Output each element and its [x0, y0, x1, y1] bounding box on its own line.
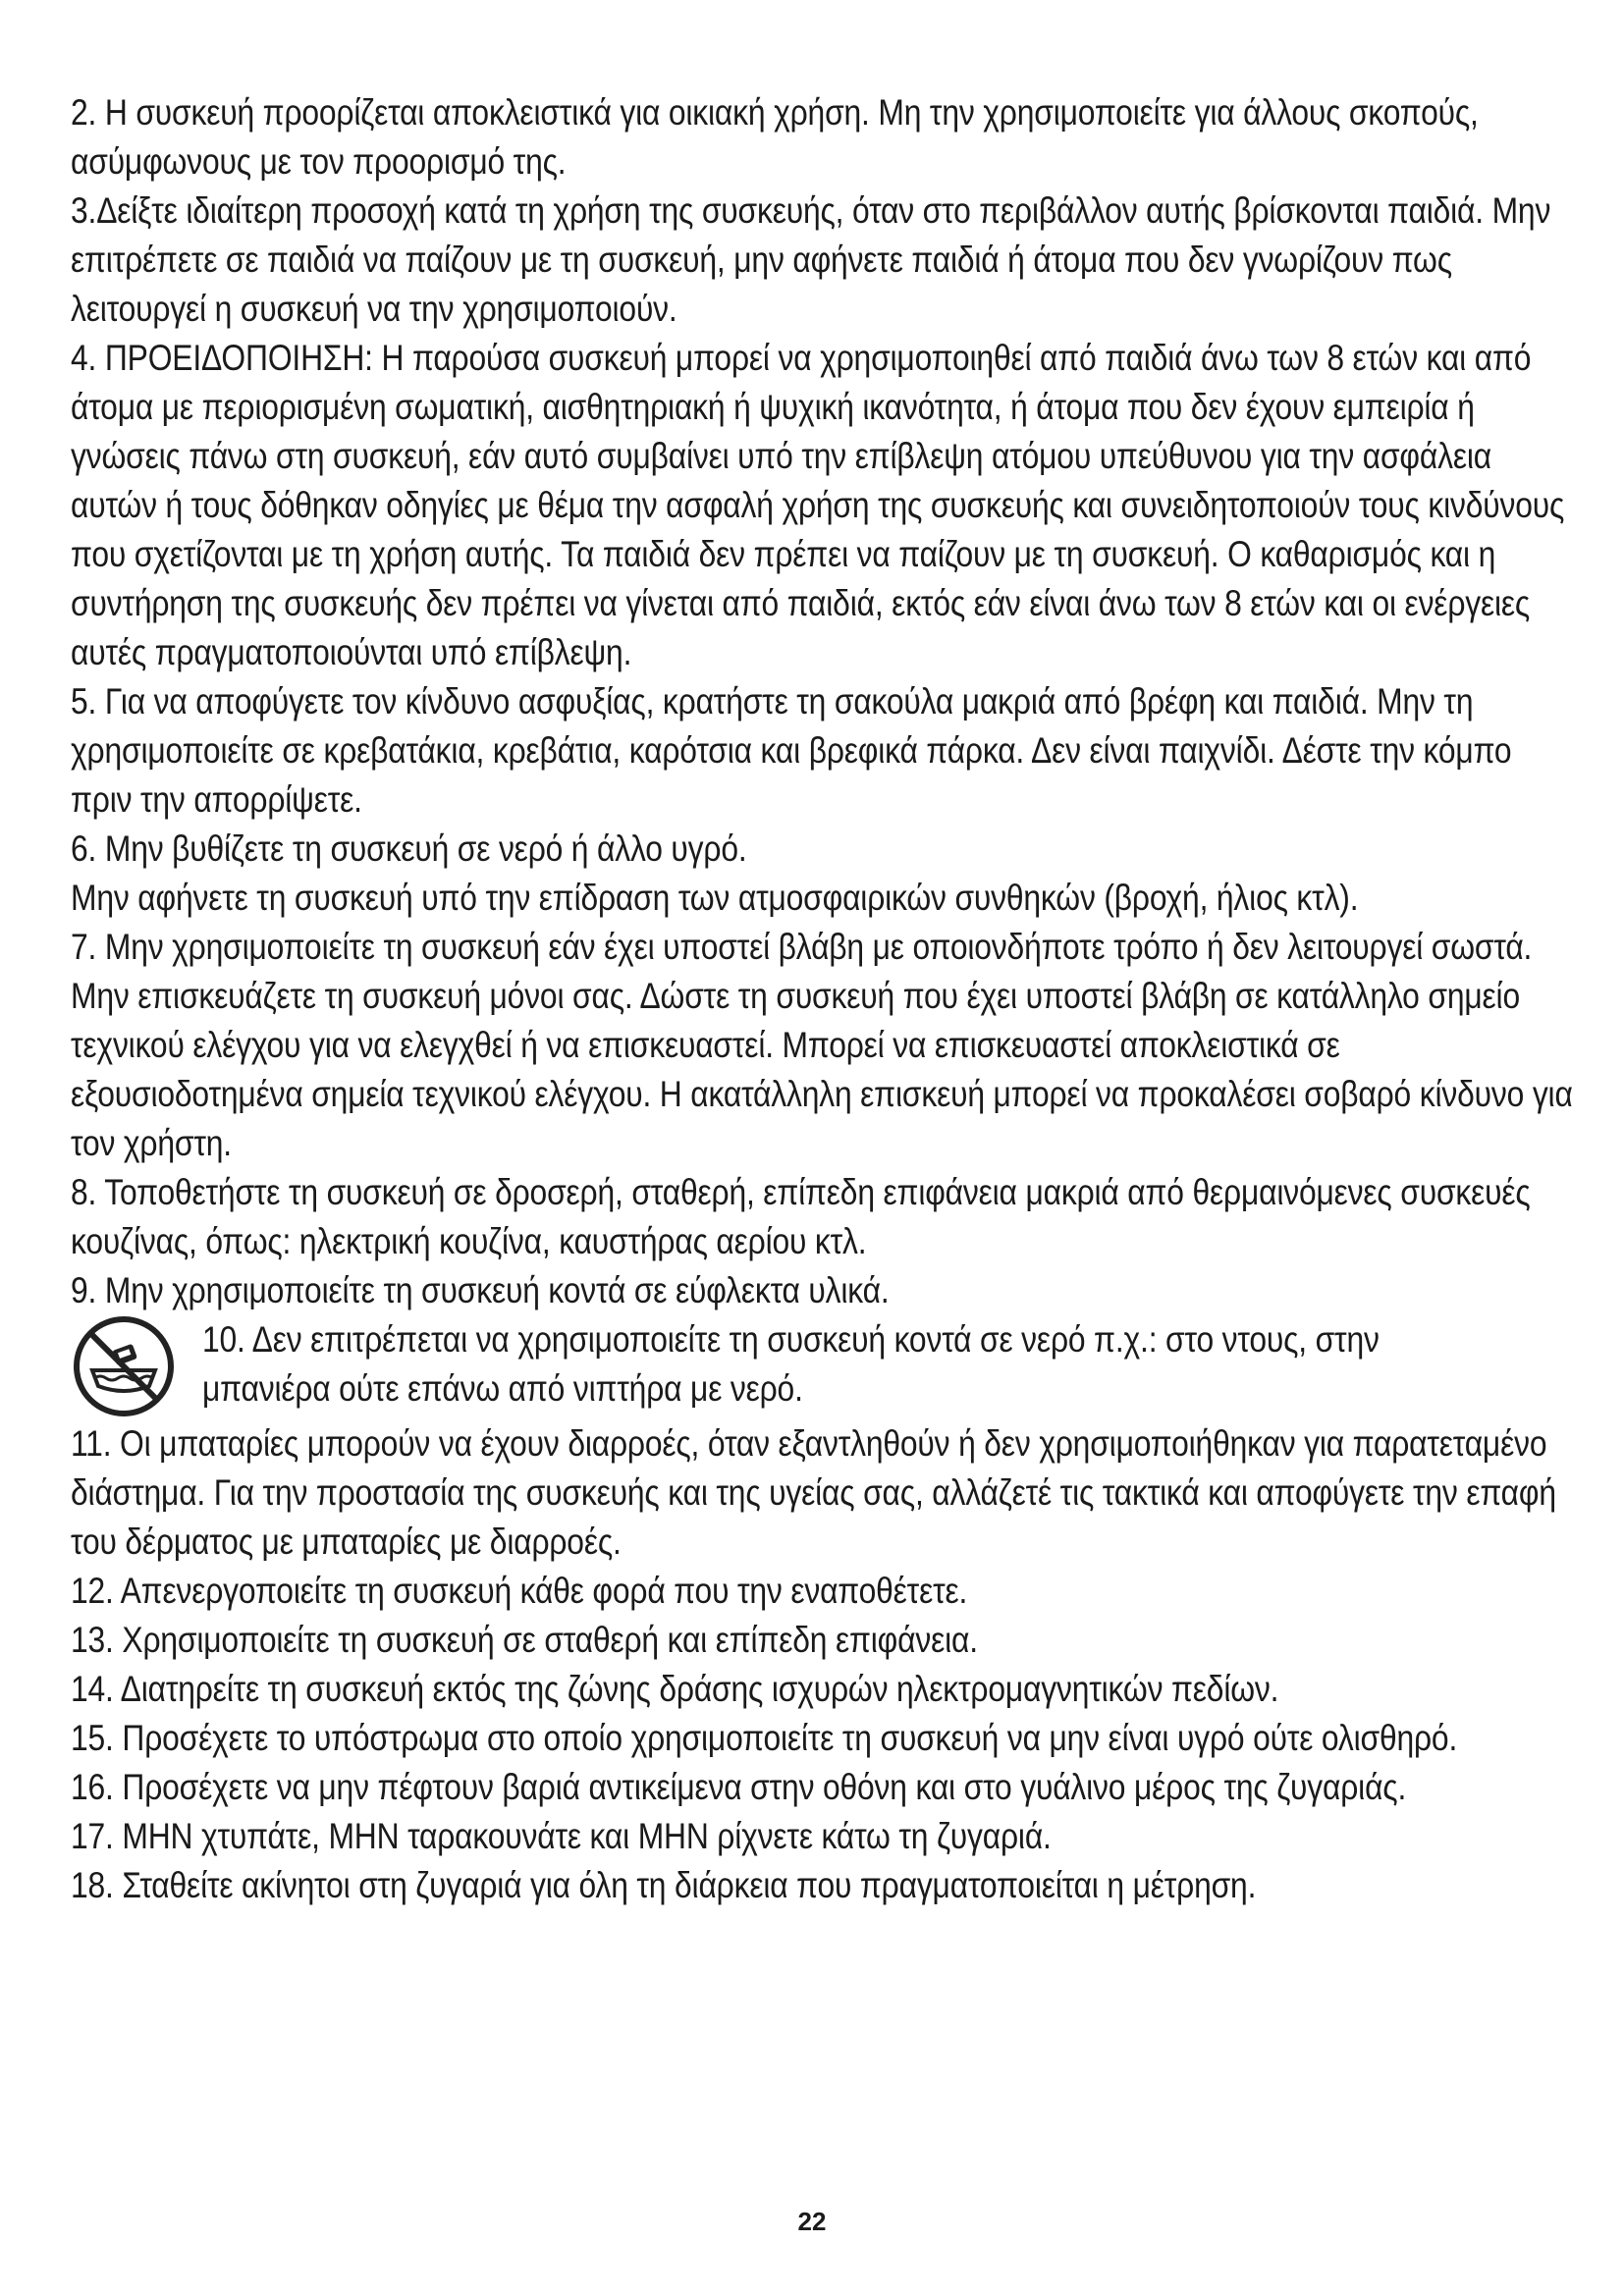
instruction-8: 8. Τοποθετήστε τη συσκευή σε δροσερή, σταθερή, επίπεδη επιφάνεια μακριά από θερμαινόμενες συσκευές κουζίνας, όπως: ηλεκτρική κουζίνα, καυστήρας αερίου κτλ. — [71, 1172, 1531, 1261]
page-number: 22 — [797, 2207, 827, 2236]
instruction-2: 2. Η συσκευή προορίζεται αποκλειστικά για οικιακή χρήση. Μη την χρησιμοποιείτε για άλλους σκοπούς, ασύμφωνους με τον προορισμό της. — [71, 92, 1479, 182]
instruction-10: 10. Δεν επιτρέπεται να χρησιμοποιείτε τη συσκευή κοντά σε νερό π.χ.: στο ντους, στην μπανιέρα ούτε επάνω από νιπτήρα με νερό. — [202, 1319, 1380, 1409]
instruction-10-row — [71, 1315, 1573, 1419]
instruction-15: 15. Προσέχετε το υπόστρωμα στο οποίο χρησιμοποιείτε τη συσκευή να μην είναι υγρό ούτε ολισθηρό. — [71, 1718, 1458, 1758]
instruction-16: 16. Προσέχετε να μην πέφτουν βαριά αντικείμενα στην οθόνη και στο γυάλινο μέρος της ζυγαριάς. — [71, 1767, 1407, 1807]
instruction-13: 13. Χρησιμοποιείτε τη συσκευή σε σταθερή και επίπεδη επιφάνεια. — [71, 1620, 978, 1660]
instruction-12: 12. Απενεργοποιείτε τη συσκευή κάθε φορά που την εναποθέτετε. — [71, 1571, 968, 1611]
instruction-6-weather: Μην αφήνετε τη συσκευή υπό την επίδραση των ατμοσφαιρικών συνθηκών (βροχή, ήλιος κτλ). — [71, 878, 1359, 918]
instruction-18: 18. Σταθείτε ακίνητοι στη ζυγαριά για όλη τη διάρκεια που πραγματοποιείται η μέτρηση. — [71, 1865, 1257, 1905]
instruction-4-warning: 4. ΠΡΟΕΙΔΟΠΟΙΗΣΗ: Η παρούσα συσκευή μπορεί να χρησιμοποιηθεί από παιδιά άνω των 8 ετών και από άτομα με περιορισμένη σωματική, αισθητηριακή ή ψυχική ικανότητα, ή άτομα που δεν έχουν εμπειρία ή γνώσεις πάνω στη συσκευή, εάν αυτό συμβαίνει υπό την επίβλεψη ατόμου υπεύθυνου για την ασφάλεια αυτών ή τους δόθηκαν οδηγίες με θέμα την ασφαλή χρήση της συσκευής και συνειδητοποιούν τους κινδύνους που σχετίζονται με τη χρήση αυτής. Τα παιδιά δεν πρέπει να παίζουν με τη συσκευή. Ο καθαρισμός και η συντήρηση της συσκευής δεν πρέπει να γίνεται από παιδιά, εκτός εάν είναι άνω των 8 ετών και οι ενέργειες αυτές πραγματοποιούνται υπό επίβλεψη. — [71, 338, 1565, 672]
instruction-5: 5. Για να αποφύγετε τον κίνδυνο ασφυξίας, κρατήστε τη σακούλα μακριά από βρέφη και παιδιά. Μην τη χρησιμοποιείτε σε κρεβατάκια, κρεβάτια, καρότσια και βρεφικά πάρκα. Δεν είναι παιχνίδι. Δέστε την κόμπο πριν την απορρίψετε. — [71, 681, 1512, 820]
instruction-7: 7. Μην χρησιμοποιείτε τη συσκευή εάν έχει υποστεί βλάβη με οποιονδήποτε τρόπο ή δεν λειτουργεί σωστά. Μην επισκευάζετε τη συσκευή μόνοι σας. Δώστε τη συσκευή που έχει υποστεί βλάβη σε κατάλληλο σημείο τεχνικού ελέγχου για να ελεγχθεί ή να επισκευαστεί. Μπορεί να επισκευαστεί αποκλειστικά σε εξουσιοδοτημένα σημεία τεχνικού ελέγχου. Η ακατάλληλη επισκευή μπορεί να προκαλέσει σοβαρό κίνδυνο για τον χρήστη. — [71, 927, 1573, 1163]
instruction-6: 6. Μην βυθίζετε τη συσκευή σε νερό ή άλλο υγρό. — [71, 828, 747, 869]
instruction-11: 11. Οι μπαταρίες μπορούν να έχουν διαρροές, όταν εξαντληθούν ή δεν χρησιμοποιήθηκαν για παρατεταμένο διάστημα. Για την προστασία της συσκευής και της υγείας σας, αλλάζετέ τις τακτικά και αποφύγετε την επαφή του δέρματος με μπαταρίες με διαρροές. — [71, 1423, 1556, 1562]
instruction-17: 17. ΜΗΝ χτυπάτε, ΜΗΝ ταρακουνάτε και ΜΗΝ ρίχνετε κάτω τη ζυγαριά. — [71, 1816, 1052, 1856]
no-water-use-icon — [71, 1313, 177, 1419]
instruction-3: 3.Δείξτε ιδιαίτερη προσοχή κατά τη χρήση της συσκευής, όταν στο περιβάλλον αυτής βρίσκονται παιδιά. Μην επιτρέπετε σε παιδιά να παίζουν με τη συσκευή, μην αφήνετε παιδιά ή άτομα που δεν γνωρίζουν πως λειτουργεί η συσκευή να την χρησιμοποιούν. — [71, 190, 1551, 329]
page-content — [71, 88, 1573, 1910]
instruction-14: 14. Διατηρείτε τη συσκευή εκτός της ζώνης δράσης ισχυρών ηλεκτρομαγνητικών πεδίων. — [71, 1669, 1279, 1709]
instruction-9: 9. Μην χρησιμοποιείτε τη συσκευή κοντά σε εύφλεκτα υλικά. — [71, 1270, 890, 1310]
